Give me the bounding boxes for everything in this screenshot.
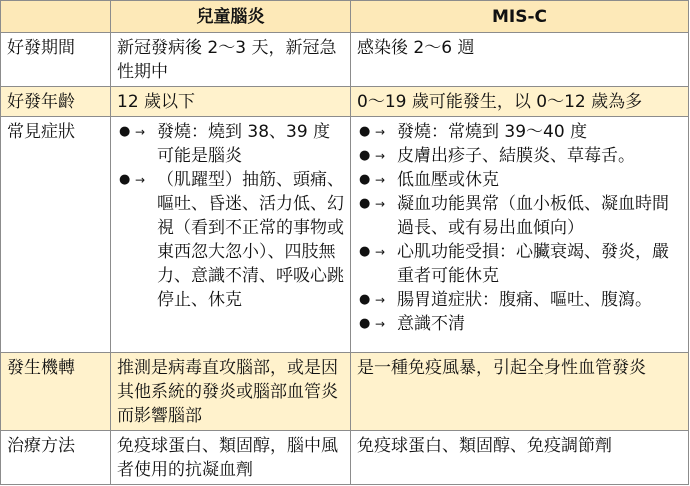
row-age bbox=[1, 87, 689, 117]
misc-symptom-list bbox=[357, 120, 682, 336]
cell-mechanism-misc: 是一種免疫風暴，引起全身性血管發炎 bbox=[351, 353, 689, 431]
arrow-icon: → bbox=[375, 125, 386, 139]
row-label-treatment: 治療方法 bbox=[1, 431, 111, 485]
cell-symptoms-encephalitis bbox=[111, 117, 351, 353]
header-row bbox=[1, 1, 689, 33]
symptom-text: 意識不清 bbox=[397, 314, 465, 334]
bullet-icon: ● bbox=[359, 292, 371, 307]
cell-age-encephalitis: 12 歲以下 bbox=[111, 87, 351, 117]
symptom-text: 皮膚出疹子、結膜炎、草莓舌。 bbox=[397, 146, 635, 166]
list-item bbox=[357, 288, 682, 312]
symptom-text: 發燒：燒到 38、39 度可能是腦炎 bbox=[157, 122, 331, 166]
row-symptoms bbox=[1, 117, 689, 353]
bullet-icon: ● bbox=[359, 148, 371, 163]
cell-mechanism-encephalitis: 推測是病毒直攻腦部，或是因其他系統的發炎或腦部血管炎而影響腦部 bbox=[111, 353, 351, 431]
bullet-icon: ● bbox=[359, 172, 371, 187]
symptom-text: 心肌功能受損：心臟衰竭、發炎，嚴重者可能休克 bbox=[397, 242, 669, 286]
cell-onset-encephalitis: 新冠發病後 2～3 天，新冠急性期中 bbox=[111, 33, 351, 87]
symptom-text: 發燒：常燒到 39～40 度 bbox=[397, 122, 588, 142]
list-item bbox=[357, 192, 682, 240]
bullet-icon: ● bbox=[359, 124, 371, 139]
cell-symptoms-misc bbox=[351, 117, 689, 353]
bullet-icon: ● bbox=[359, 244, 371, 259]
bullet-icon: ● bbox=[119, 172, 131, 187]
row-label-symptoms: 常見症狀 bbox=[1, 117, 111, 353]
symptom-text: 腸胃道症狀：腹痛、嘔吐、腹瀉。 bbox=[397, 290, 652, 310]
header-blank-cell bbox=[1, 1, 111, 33]
arrow-icon: → bbox=[375, 245, 386, 259]
cell-treatment-encephalitis: 免疫球蛋白、類固醇，腦中風者使用的抗凝血劑 bbox=[111, 431, 351, 485]
list-item bbox=[357, 144, 682, 168]
arrow-icon: → bbox=[375, 197, 386, 211]
header-encephalitis: 兒童腦炎 bbox=[111, 1, 351, 33]
arrow-icon: → bbox=[135, 173, 146, 187]
list-item bbox=[117, 120, 344, 168]
list-item bbox=[117, 168, 344, 312]
row-label-age: 好發年齡 bbox=[1, 87, 111, 117]
cell-treatment-misc: 免疫球蛋白、類固醇、免疫調節劑 bbox=[351, 431, 689, 485]
cell-onset-misc: 感染後 2～6 週 bbox=[351, 33, 689, 87]
list-item bbox=[357, 168, 682, 192]
bullet-icon: ● bbox=[359, 196, 371, 211]
symptom-text: （肌躍型）抽筋、頭痛、嘔吐、昏迷、活力低、幻視（看到不正常的事物或東西忽大忽小）、四肢無力、意識不清、呼吸心跳停止、休克 bbox=[157, 170, 344, 310]
encephalitis-symptom-list bbox=[117, 120, 344, 312]
symptom-text: 凝血功能異常（血小板低、凝血時間過長、或有易出血傾向） bbox=[397, 194, 669, 238]
arrow-icon: → bbox=[375, 149, 386, 163]
arrow-icon: → bbox=[375, 173, 386, 187]
symptom-text: 低血壓或休克 bbox=[397, 170, 499, 190]
header-misc: MIS-C bbox=[351, 1, 689, 33]
list-item bbox=[357, 240, 682, 288]
row-treatment bbox=[1, 431, 689, 485]
arrow-icon: → bbox=[375, 317, 386, 331]
bullet-icon: ● bbox=[359, 316, 371, 331]
row-onset bbox=[1, 33, 689, 87]
cell-age-misc: 0～19 歲可能發生，以 0～12 歲為多 bbox=[351, 87, 689, 117]
arrow-icon: → bbox=[135, 125, 146, 139]
list-item bbox=[357, 120, 682, 144]
arrow-icon: → bbox=[375, 293, 386, 307]
row-mechanism bbox=[1, 353, 689, 431]
list-item bbox=[357, 312, 682, 336]
bullet-icon: ● bbox=[119, 124, 131, 139]
row-label-mechanism: 發生機轉 bbox=[1, 353, 111, 431]
row-label-onset: 好發期間 bbox=[1, 33, 111, 87]
